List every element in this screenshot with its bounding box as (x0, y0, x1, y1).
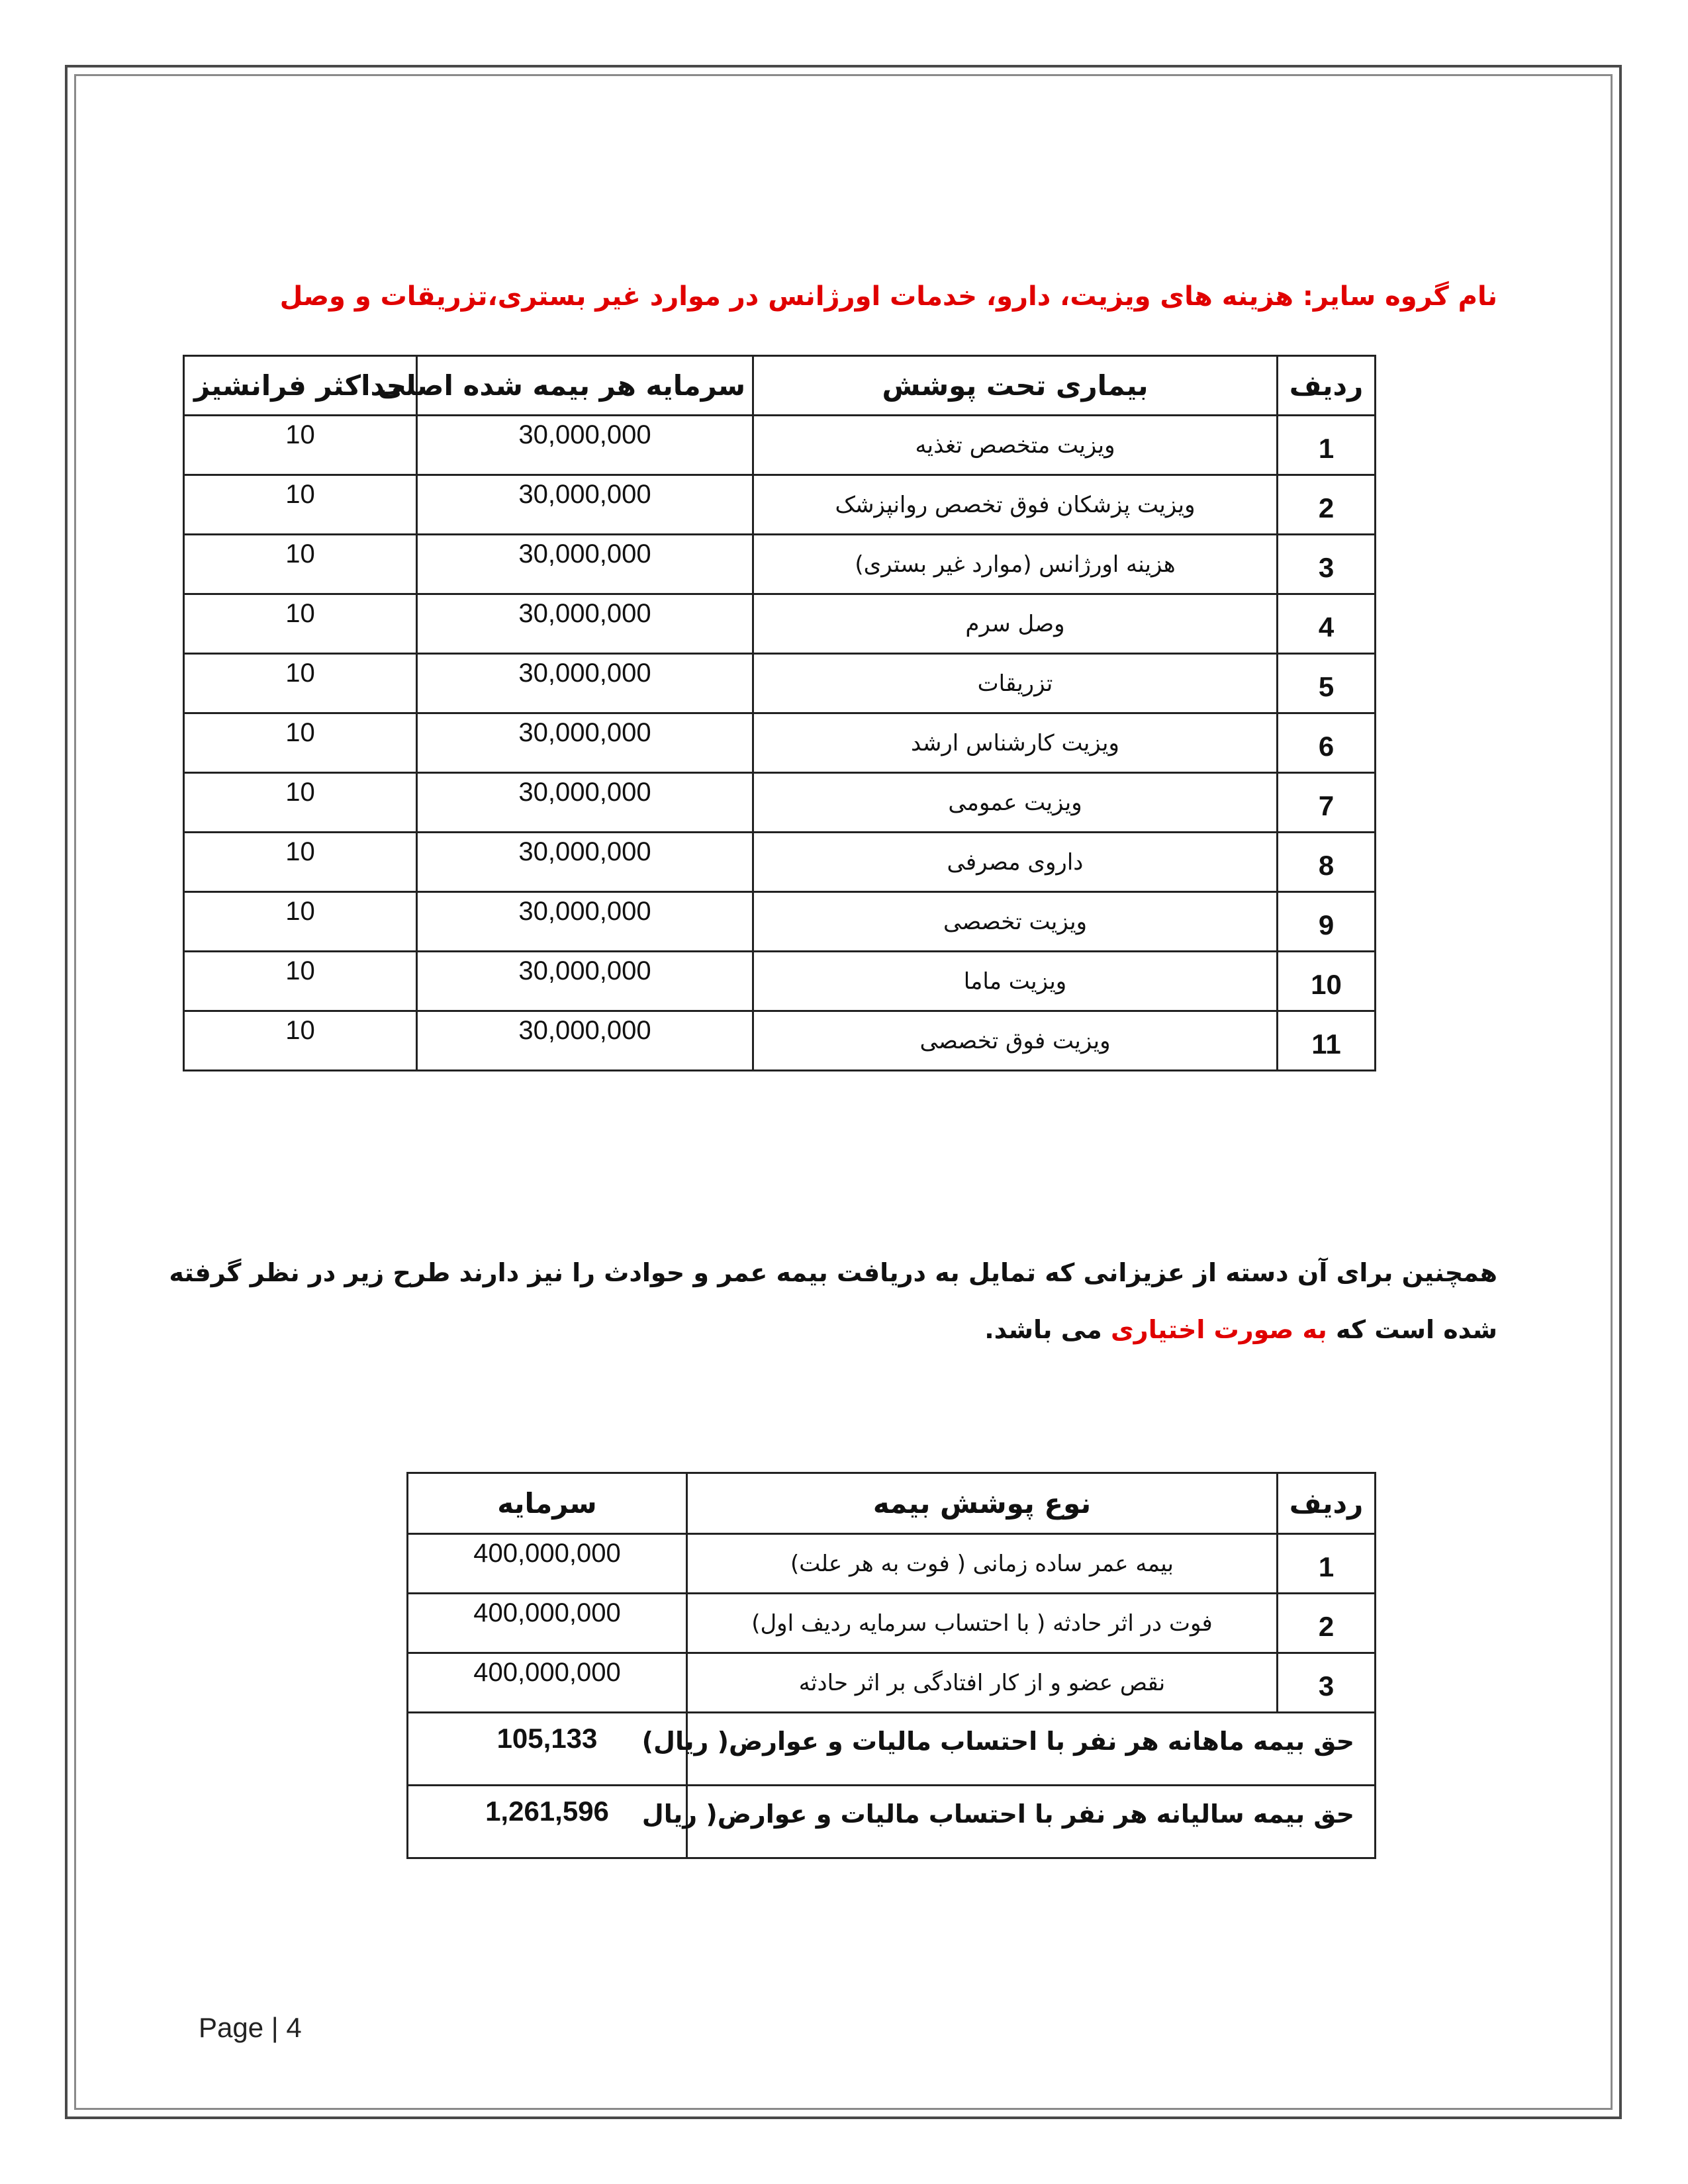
monthly-premium-row (408, 1713, 1376, 1786)
covered-illness: هزینه اورژانس (موارد غیر بستری) (753, 535, 1278, 594)
table-row (184, 713, 1376, 773)
insured-capital: 30,000,000 (417, 952, 753, 1011)
covered-illness: ویزیت ماما (753, 952, 1278, 1011)
coverage-type: نقص عضو و از کار افتادگی بر اثر حادثه (687, 1653, 1278, 1713)
row-number: 3 (1278, 535, 1376, 594)
insured-capital: 30,000,000 (417, 833, 753, 892)
table-row (184, 594, 1376, 654)
life-table-header (408, 1473, 1376, 1534)
table-row (184, 892, 1376, 952)
table-row (408, 1653, 1376, 1713)
coverage-table-header (184, 356, 1376, 416)
max-franchise: 10 (184, 594, 417, 654)
covered-illness: ویزیت تخصصی (753, 892, 1278, 952)
coverage-table (183, 355, 1376, 1071)
max-franchise: 10 (184, 892, 417, 952)
header-coverage-type: نوع پوشش بیمه (687, 1473, 1278, 1534)
group-title: نام گروه سایر: هزینه های ویزیت، دارو، خدمات اورژانس در موارد غیر بستری،تزریقات و وصل (279, 281, 1497, 312)
covered-illness: وصل سرم (753, 594, 1278, 654)
table-row (184, 773, 1376, 833)
monthly-premium-value: 105,133 (408, 1713, 687, 1786)
insured-capital: 30,000,000 (417, 892, 753, 952)
row-number: 9 (1278, 892, 1376, 952)
covered-illness: ویزیت پزشکان فوق تخصص روانپزشک (753, 475, 1278, 535)
row-number: 7 (1278, 773, 1376, 833)
header-insured-capital: سرمایه هر بیمه شده اصلی (417, 356, 753, 416)
header-max-franchise: حداکثر فرانشیز (184, 356, 417, 416)
insured-capital: 30,000,000 (417, 713, 753, 773)
header-covered-illness: بیماری تحت پوشش (753, 356, 1278, 416)
table-row (184, 952, 1376, 1011)
table-row (184, 475, 1376, 535)
table-row (184, 654, 1376, 713)
page-label: Page (199, 2012, 264, 2043)
insured-capital: 30,000,000 (417, 1011, 753, 1071)
header-capital: سرمایه (408, 1473, 687, 1534)
insured-capital: 30,000,000 (417, 475, 753, 535)
coverage-type: فوت در اثر حادثه ( با احتساب سرمایه ردیف اول) (687, 1594, 1278, 1653)
covered-illness: ویزیت متخصص تغذیه (753, 416, 1278, 475)
max-franchise: 10 (184, 952, 417, 1011)
row-number: 10 (1278, 952, 1376, 1011)
table-row (408, 1534, 1376, 1594)
table-row (184, 1011, 1376, 1071)
table-row (184, 535, 1376, 594)
covered-illness: ویزیت فوق تخصصی (753, 1011, 1278, 1071)
row-number: 1 (1278, 1534, 1376, 1594)
row-number: 4 (1278, 594, 1376, 654)
covered-illness: تزریقات (753, 654, 1278, 713)
row-number: 1 (1278, 416, 1376, 475)
row-number: 2 (1278, 475, 1376, 535)
covered-illness: ویزیت عمومی (753, 773, 1278, 833)
row-number: 5 (1278, 654, 1376, 713)
max-franchise: 10 (184, 416, 417, 475)
header-row-number: ردیف (1278, 1473, 1376, 1534)
page-separator: | (271, 2012, 279, 2043)
yearly-premium-label: حق بیمه سالیانه هر نفر با احتساب مالیات و عوارض( ریال (687, 1786, 1376, 1858)
covered-illness: ویزیت کارشناس ارشد (753, 713, 1278, 773)
capital: 400,000,000 (408, 1653, 687, 1713)
max-franchise: 10 (184, 1011, 417, 1071)
max-franchise: 10 (184, 773, 417, 833)
row-number: 6 (1278, 713, 1376, 773)
row-number: 2 (1278, 1594, 1376, 1653)
life-insurance-table (406, 1472, 1376, 1859)
monthly-premium-label: حق بیمه ماهانه هر نفر با احتساب مالیات و عوارض( ریال) (687, 1713, 1376, 1786)
coverage-type: بیمه عمر ساده زمانی ( فوت به هر علت) (687, 1534, 1278, 1594)
row-number: 8 (1278, 833, 1376, 892)
covered-illness: داروی مصرفی (753, 833, 1278, 892)
paragraph-text: همچنین برای آن دسته از عزیزانی که تمایل به دریافت بیمه عمر و حوادث را نیز دارند طرح زیر در نظر گرفته شده است که (169, 1258, 1497, 1344)
row-number: 11 (1278, 1011, 1376, 1071)
insured-capital: 30,000,000 (417, 773, 753, 833)
max-franchise: 10 (184, 475, 417, 535)
max-franchise: 10 (184, 713, 417, 773)
table-row (184, 416, 1376, 475)
insured-capital: 30,000,000 (417, 594, 753, 654)
page-number: 4 (286, 2012, 302, 2043)
page-footer (199, 2012, 302, 2044)
row-number: 3 (1278, 1653, 1376, 1713)
paragraph-text-end: می باشد. (984, 1315, 1111, 1344)
header-row-number: ردیف (1278, 356, 1376, 416)
max-franchise: 10 (184, 654, 417, 713)
table-row (408, 1594, 1376, 1653)
max-franchise: 10 (184, 833, 417, 892)
insured-capital: 30,000,000 (417, 654, 753, 713)
capital: 400,000,000 (408, 1594, 687, 1653)
yearly-premium-row (408, 1786, 1376, 1858)
max-franchise: 10 (184, 535, 417, 594)
insured-capital: 30,000,000 (417, 416, 753, 475)
capital: 400,000,000 (408, 1534, 687, 1594)
table-row (184, 833, 1376, 892)
optional-plan-paragraph (107, 1244, 1497, 1358)
yearly-premium-value: 1,261,596 (408, 1786, 687, 1858)
paragraph-highlight: به صورت اختیاری (1110, 1315, 1327, 1344)
insured-capital: 30,000,000 (417, 535, 753, 594)
